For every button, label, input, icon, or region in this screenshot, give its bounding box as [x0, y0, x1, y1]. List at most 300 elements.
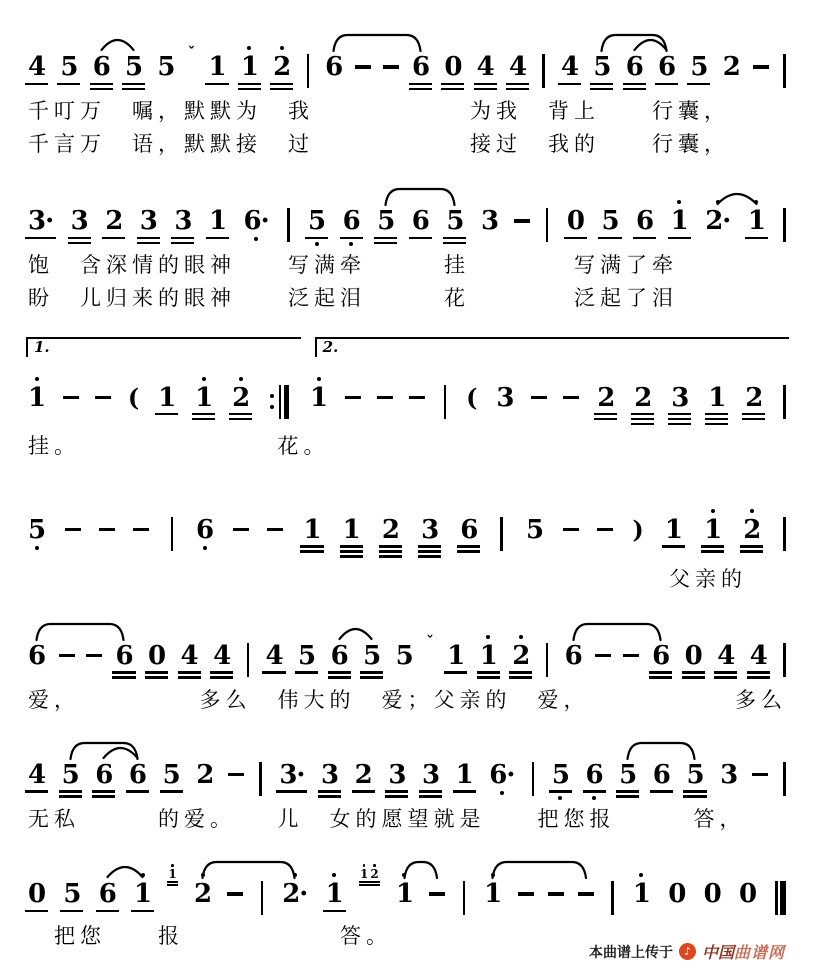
- note-value: 6: [585, 759, 603, 790]
- note: [162, 759, 180, 793]
- grace-digit-value: 2: [370, 866, 379, 881]
- score-system: [26, 182, 789, 310]
- beam-underline: [616, 790, 639, 792]
- note: [377, 208, 394, 244]
- note: [720, 759, 738, 790]
- note: [98, 878, 116, 912]
- note: [723, 54, 740, 80]
- volta-1-bracket: 1.: [26, 337, 301, 357]
- note-value: 6: [128, 759, 147, 790]
- duration-dash: [267, 528, 283, 532]
- beam-underline: [60, 910, 83, 912]
- note-value: 1: [342, 514, 360, 545]
- barline: [444, 385, 446, 419]
- note: [477, 54, 494, 90]
- note: [551, 759, 569, 793]
- note: [140, 208, 157, 244]
- beam-underline: [360, 676, 383, 678]
- beam-underline: [419, 795, 442, 797]
- note: [671, 382, 689, 426]
- note: [705, 206, 731, 237]
- duration-dash: [531, 396, 547, 400]
- beam-underline: [385, 790, 408, 792]
- beam-underline: [740, 550, 763, 552]
- duration-dash: [595, 654, 611, 658]
- barline: [542, 54, 544, 88]
- volta-2-bracket: 2.: [315, 337, 789, 357]
- barline: [463, 881, 465, 915]
- note-value: 1: [479, 640, 497, 671]
- beam-underline: [126, 790, 149, 792]
- note-value: 2: [105, 206, 123, 237]
- duration-dash: [86, 654, 102, 658]
- beam-underline: [205, 83, 228, 85]
- score-system: [26, 28, 789, 156]
- slur-arc: [108, 867, 143, 877]
- final-barline: [775, 881, 785, 915]
- high-octave-dot: [402, 873, 406, 877]
- dash-mark: [59, 654, 75, 658]
- note: [63, 878, 81, 912]
- note-value: 5: [162, 759, 180, 790]
- note-value: 3: [321, 759, 339, 790]
- note: [512, 640, 530, 679]
- beam-underline: [419, 790, 442, 792]
- note-value: 6: [115, 640, 133, 671]
- note: [325, 878, 343, 912]
- note: [717, 640, 735, 679]
- high-octave-dot: [247, 46, 251, 50]
- duration-dash: [59, 654, 75, 658]
- grace-beam: [359, 884, 380, 886]
- beam-underline: [96, 910, 119, 912]
- note-value: 2: [745, 382, 763, 413]
- slur-arc: [386, 189, 455, 205]
- rest-note: [148, 640, 166, 679]
- slur-arc: [102, 40, 134, 50]
- lyrics-line: 父亲的: [669, 566, 747, 591]
- note: [564, 640, 582, 671]
- rest-note: [444, 54, 461, 90]
- beam-underline: [443, 237, 466, 239]
- beam-underline: [506, 88, 529, 90]
- duration-dash: [63, 396, 79, 400]
- beam-underline: [714, 676, 737, 678]
- note-value: 2: [196, 759, 214, 790]
- notes-row: [26, 182, 789, 244]
- note: [115, 640, 133, 679]
- note-value: 5: [298, 640, 316, 671]
- note-value: 1: [632, 878, 650, 909]
- beam-underline: [318, 790, 341, 792]
- barline: [247, 643, 249, 677]
- note-value: 5: [63, 878, 81, 909]
- dash-mark: [95, 396, 111, 400]
- high-octave-dot: [750, 509, 754, 513]
- score-system: [26, 855, 789, 948]
- beam-underline: [171, 237, 194, 239]
- beam-underline: [558, 83, 581, 85]
- grace-note: [168, 864, 176, 886]
- note: [447, 640, 465, 674]
- beam-underline: [192, 413, 215, 415]
- barline: [307, 54, 309, 88]
- thick-bar: [284, 385, 290, 419]
- note: [208, 54, 225, 85]
- note: [743, 514, 761, 553]
- beam-underline: [705, 413, 728, 415]
- note: [395, 878, 414, 909]
- note-value: 1: [325, 878, 343, 909]
- dash-mark: [133, 528, 149, 532]
- beam-underline: [137, 242, 160, 244]
- note-value: 1: [484, 878, 502, 909]
- note-value: 4: [28, 759, 46, 790]
- note: [704, 514, 722, 553]
- high-octave-dot: [754, 200, 758, 204]
- beam-underline: [701, 545, 724, 547]
- note: [241, 54, 258, 90]
- beam-underline: [323, 910, 346, 912]
- beam-underline: [742, 413, 765, 415]
- note-value: 4: [265, 640, 283, 671]
- note: [619, 759, 637, 798]
- note-value: 2: [273, 52, 291, 82]
- dash-mark: [99, 528, 115, 532]
- note: [310, 382, 328, 413]
- note: [480, 206, 499, 237]
- lyrics-line: 盼 儿归来的眼神 泛起泪 花 泛起了泪: [28, 286, 678, 311]
- note: [330, 640, 348, 679]
- note-value: 4: [561, 52, 579, 82]
- note-value: 5: [60, 52, 78, 82]
- note: [745, 382, 763, 421]
- note: [158, 382, 176, 416]
- beam-underline: [683, 790, 706, 792]
- note-value: 1: [447, 640, 465, 671]
- beam-underline: [340, 555, 363, 557]
- beam-underline: [740, 545, 763, 547]
- beam-underline: [192, 418, 215, 420]
- note: [303, 514, 321, 553]
- barline: [783, 643, 785, 677]
- note-value: 2: [722, 52, 740, 82]
- beam-underline: [631, 423, 654, 425]
- dash-mark: [429, 892, 445, 896]
- dash-mark: [514, 219, 530, 223]
- beam-underline: [145, 676, 168, 678]
- dash-mark: [345, 396, 361, 400]
- note: [265, 640, 283, 674]
- barline: [171, 517, 173, 551]
- repeat-barline: [270, 385, 289, 419]
- note: [308, 208, 325, 239]
- note: [128, 759, 147, 793]
- low-octave-dot: [500, 791, 504, 795]
- dash-mark: [383, 65, 399, 69]
- note-value: 6: [625, 52, 643, 82]
- note-value: 1: [704, 514, 722, 545]
- slur-arc: [718, 194, 757, 204]
- note-value: 3: [421, 759, 440, 790]
- note: [196, 759, 214, 790]
- note-value: 2: [232, 382, 250, 413]
- beam-underline: [457, 545, 480, 547]
- beam-underline: [683, 795, 706, 797]
- high-octave-dot: [239, 377, 243, 381]
- note-value: 6: [636, 206, 654, 237]
- note: [354, 759, 372, 793]
- high-octave-dot: [293, 873, 297, 877]
- duration-dash: [227, 892, 243, 896]
- music-systems: [26, 28, 789, 948]
- beam-underline: [155, 413, 178, 415]
- note-value: 2: [381, 514, 399, 545]
- beam-underline: [444, 671, 467, 673]
- note-value: 2: [512, 640, 530, 671]
- note-value: 6: [411, 52, 430, 82]
- high-octave-dot: [639, 873, 643, 877]
- beam-underline: [238, 88, 261, 90]
- dash-mark: [409, 396, 425, 400]
- beam-underline: [453, 790, 476, 792]
- grace-digits: [168, 864, 176, 880]
- barline: [500, 517, 502, 551]
- beam-underline: [340, 545, 363, 547]
- note-value: 5: [551, 759, 569, 790]
- note: [298, 640, 316, 674]
- barline: [783, 385, 785, 419]
- note: [690, 54, 707, 85]
- beam-underline: [668, 413, 691, 415]
- note: [321, 759, 339, 798]
- beam-underline: [112, 671, 135, 673]
- dash-mark: [86, 654, 102, 658]
- watermark-text: 本曲谱上传于: [588, 944, 673, 961]
- beam-underline: [583, 790, 606, 792]
- dash-mark: [752, 773, 768, 777]
- note-value: 1: [240, 52, 258, 82]
- beam-underline: [506, 83, 529, 85]
- beam-underline: [409, 83, 432, 85]
- note-value: 4: [213, 640, 231, 671]
- lyrics-line: 无私 的爱。 儿 女的愿望就是 把您报 答，: [28, 806, 746, 831]
- dash-mark: [65, 528, 81, 532]
- note-value: 3·: [279, 759, 305, 790]
- beam-underline: [328, 671, 351, 673]
- note-value: 2: [354, 759, 372, 790]
- parenthesis: ): [632, 514, 644, 544]
- beam-underline: [131, 910, 154, 912]
- note: [209, 208, 226, 239]
- note-value: 0: [444, 52, 462, 82]
- duration-dash: [429, 892, 445, 896]
- note-value: 6: [330, 640, 348, 671]
- dash-mark: [563, 528, 579, 532]
- beam-underline: [418, 545, 441, 547]
- note: [597, 382, 615, 421]
- note: [626, 54, 643, 90]
- note: [180, 640, 198, 679]
- score-system: [26, 337, 789, 459]
- beam-underline: [631, 413, 654, 415]
- note: [593, 54, 610, 90]
- note-value: 5: [377, 206, 395, 237]
- site-logo-icon: ♪: [679, 943, 696, 960]
- beam-underline: [443, 242, 466, 244]
- beam-underline: [594, 418, 617, 420]
- high-octave-dot: [35, 377, 39, 381]
- duration-dash: [65, 528, 81, 532]
- note-value: 6: [196, 514, 214, 545]
- note-value: 5: [525, 514, 544, 545]
- beam-underline: [687, 83, 710, 85]
- note: [105, 208, 122, 239]
- barline: [611, 881, 613, 915]
- dash-mark: [355, 65, 371, 69]
- note-value: 1: [455, 759, 473, 790]
- note-value: 4: [509, 52, 527, 82]
- high-octave-dot: [317, 377, 321, 381]
- beam-underline: [210, 671, 233, 673]
- note-value: 5: [690, 52, 708, 82]
- note-value: 5: [308, 206, 326, 237]
- rest-note: [567, 208, 584, 239]
- note: [60, 54, 77, 85]
- beam-underline: [25, 83, 48, 85]
- rest-note: [28, 878, 46, 912]
- dash-mark: [595, 654, 611, 658]
- note-value: 6: [460, 514, 478, 545]
- note: [421, 514, 439, 558]
- dash-mark: [578, 892, 594, 896]
- note: [134, 878, 152, 912]
- rest-note: [738, 878, 757, 909]
- note: [412, 208, 429, 239]
- note: [28, 640, 46, 671]
- note-value: 5: [446, 206, 464, 237]
- note: [748, 208, 765, 239]
- beam-underline: [92, 795, 115, 797]
- note: [749, 640, 767, 679]
- beam-underline: [742, 418, 765, 420]
- duration-dash: [233, 528, 249, 532]
- beam-underline: [59, 790, 82, 792]
- note: [388, 759, 406, 798]
- note-value: 3: [671, 382, 689, 413]
- notes-row: [26, 617, 789, 679]
- high-octave-dot: [141, 873, 145, 877]
- duration-dash: [563, 396, 579, 400]
- beam-underline: [747, 676, 770, 678]
- slur-arc: [104, 748, 138, 758]
- dash-mark: [227, 892, 243, 896]
- note: [28, 208, 53, 239]
- duration-dash: [377, 396, 393, 400]
- slur-arc: [493, 862, 587, 878]
- note: [279, 759, 305, 793]
- high-octave-dot: [201, 873, 205, 877]
- beam-underline: [25, 237, 56, 239]
- beam-underline: [564, 237, 587, 239]
- note-value: 3: [70, 206, 88, 237]
- beam-underline: [598, 237, 621, 239]
- beam-underline: [682, 671, 705, 673]
- lyrics-line: 爱， 多么 伟大的 爱；父亲的 爱， 多么: [28, 687, 787, 712]
- low-octave-dot: [203, 546, 207, 550]
- note: [363, 640, 381, 679]
- note-value: 2: [597, 382, 615, 413]
- note: [412, 54, 429, 90]
- dash-mark: [623, 654, 639, 658]
- parenthesis: (: [466, 382, 478, 412]
- note-value: 6: [411, 206, 429, 237]
- duration-dash: [409, 396, 425, 400]
- note-value: 1: [664, 514, 682, 545]
- note: [479, 640, 497, 679]
- note-value: 3: [496, 382, 514, 413]
- grace-beam: [359, 881, 380, 883]
- slur-arc: [574, 624, 661, 640]
- slur-arc: [37, 624, 124, 640]
- note-value: 4: [749, 640, 767, 671]
- note: [496, 382, 514, 413]
- high-octave-dot: [491, 873, 495, 877]
- beam-underline: [623, 88, 646, 90]
- note-value: 1: [28, 382, 46, 413]
- low-octave-dot: [315, 242, 319, 246]
- note-value: 3·: [28, 206, 54, 237]
- note-value: 4: [180, 640, 198, 671]
- note: [193, 878, 212, 909]
- beam-underline: [300, 545, 323, 547]
- duration-dash: [99, 528, 115, 532]
- slur-layer: [26, 617, 789, 643]
- beam-underline: [305, 237, 328, 239]
- beam-underline: [590, 88, 613, 90]
- repeat-dots: [270, 394, 274, 409]
- note: [381, 514, 399, 558]
- note: [658, 54, 675, 85]
- note-value: 2: [193, 878, 212, 909]
- beam-underline: [92, 790, 115, 792]
- note-value: 6: [28, 640, 46, 671]
- notes-row: [26, 855, 789, 915]
- duration-dash: [383, 65, 399, 69]
- note-value: 6: [652, 640, 670, 671]
- beam-underline: [623, 83, 646, 85]
- low-octave-dot: [254, 237, 258, 241]
- beam-underline: [705, 423, 728, 425]
- slur-arc: [405, 862, 438, 878]
- beam-underline: [137, 237, 160, 239]
- beam-underline: [206, 237, 229, 239]
- note: [125, 54, 142, 90]
- note: [652, 640, 670, 679]
- slur-arc: [340, 629, 372, 639]
- note: [421, 759, 440, 798]
- note: [232, 382, 250, 421]
- beam-underline: [276, 790, 307, 792]
- beam-underline: [474, 83, 497, 85]
- rest-note: [668, 878, 686, 909]
- beam-underline: [57, 83, 80, 85]
- slur-arc: [628, 743, 695, 759]
- note-value: 2·: [282, 878, 308, 909]
- beam-underline: [631, 418, 654, 420]
- note: [28, 759, 46, 793]
- high-octave-dot: [716, 200, 720, 204]
